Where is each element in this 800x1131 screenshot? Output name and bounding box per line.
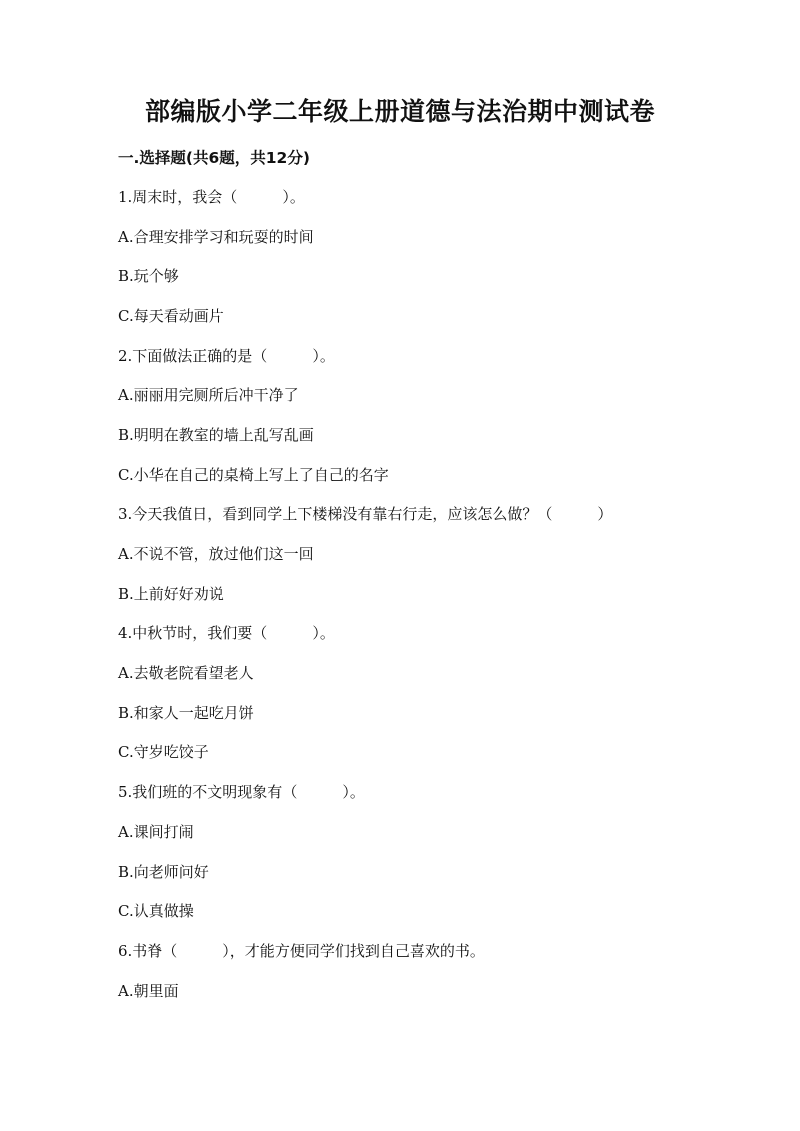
question-3-stem: 3.今天我值日，看到同学上下楼梯没有靠右行走，应该怎么做？（ ） bbox=[118, 505, 613, 523]
question-2-option-a: A.丽丽用完厕所后冲干净了 bbox=[118, 386, 299, 404]
question-4-option-b: B.和家人一起吃月饼 bbox=[118, 704, 254, 722]
question-3-option-a: A.不说不管，放过他们这一回 bbox=[118, 545, 314, 563]
question-6-stem: 6.书脊（ ），才能方便同学们找到自己喜欢的书。 bbox=[118, 942, 485, 960]
question-2-option-c: C.小华在自己的桌椅上写上了自己的名字 bbox=[118, 466, 389, 484]
question-6-option-a: A.朝里面 bbox=[118, 982, 179, 1000]
question-4-option-a: A.去敬老院看望老人 bbox=[118, 664, 254, 682]
question-2-stem: 2.下面做法正确的是（ ）。 bbox=[118, 347, 335, 365]
page-title: 部编版小学二年级上册道德与法治期中测试卷 bbox=[144, 97, 655, 126]
question-1-option-a: A.合理安排学习和玩耍的时间 bbox=[118, 228, 314, 246]
section-heading: 一.选择题(共6题，共12分) bbox=[118, 149, 310, 167]
question-1-option-c: C.每天看动画片 bbox=[118, 307, 224, 325]
question-4-option-c: C.守岁吃饺子 bbox=[118, 743, 209, 761]
question-1-option-b: B.玩个够 bbox=[118, 267, 179, 285]
question-5-option-c: C.认真做操 bbox=[118, 902, 194, 920]
question-5-option-a: A.课间打闹 bbox=[118, 823, 194, 841]
question-5-stem: 5.我们班的不文明现象有（ ）。 bbox=[118, 783, 365, 801]
question-2-option-b: B.明明在教室的墙上乱写乱画 bbox=[118, 426, 314, 444]
question-1-stem: 1.周末时，我会（ ）。 bbox=[118, 188, 305, 206]
question-3-option-b: B.上前好好劝说 bbox=[118, 585, 224, 603]
question-4-stem: 4.中秋节时，我们要（ ）。 bbox=[118, 624, 335, 642]
question-5-option-b: B.向老师问好 bbox=[118, 863, 209, 881]
